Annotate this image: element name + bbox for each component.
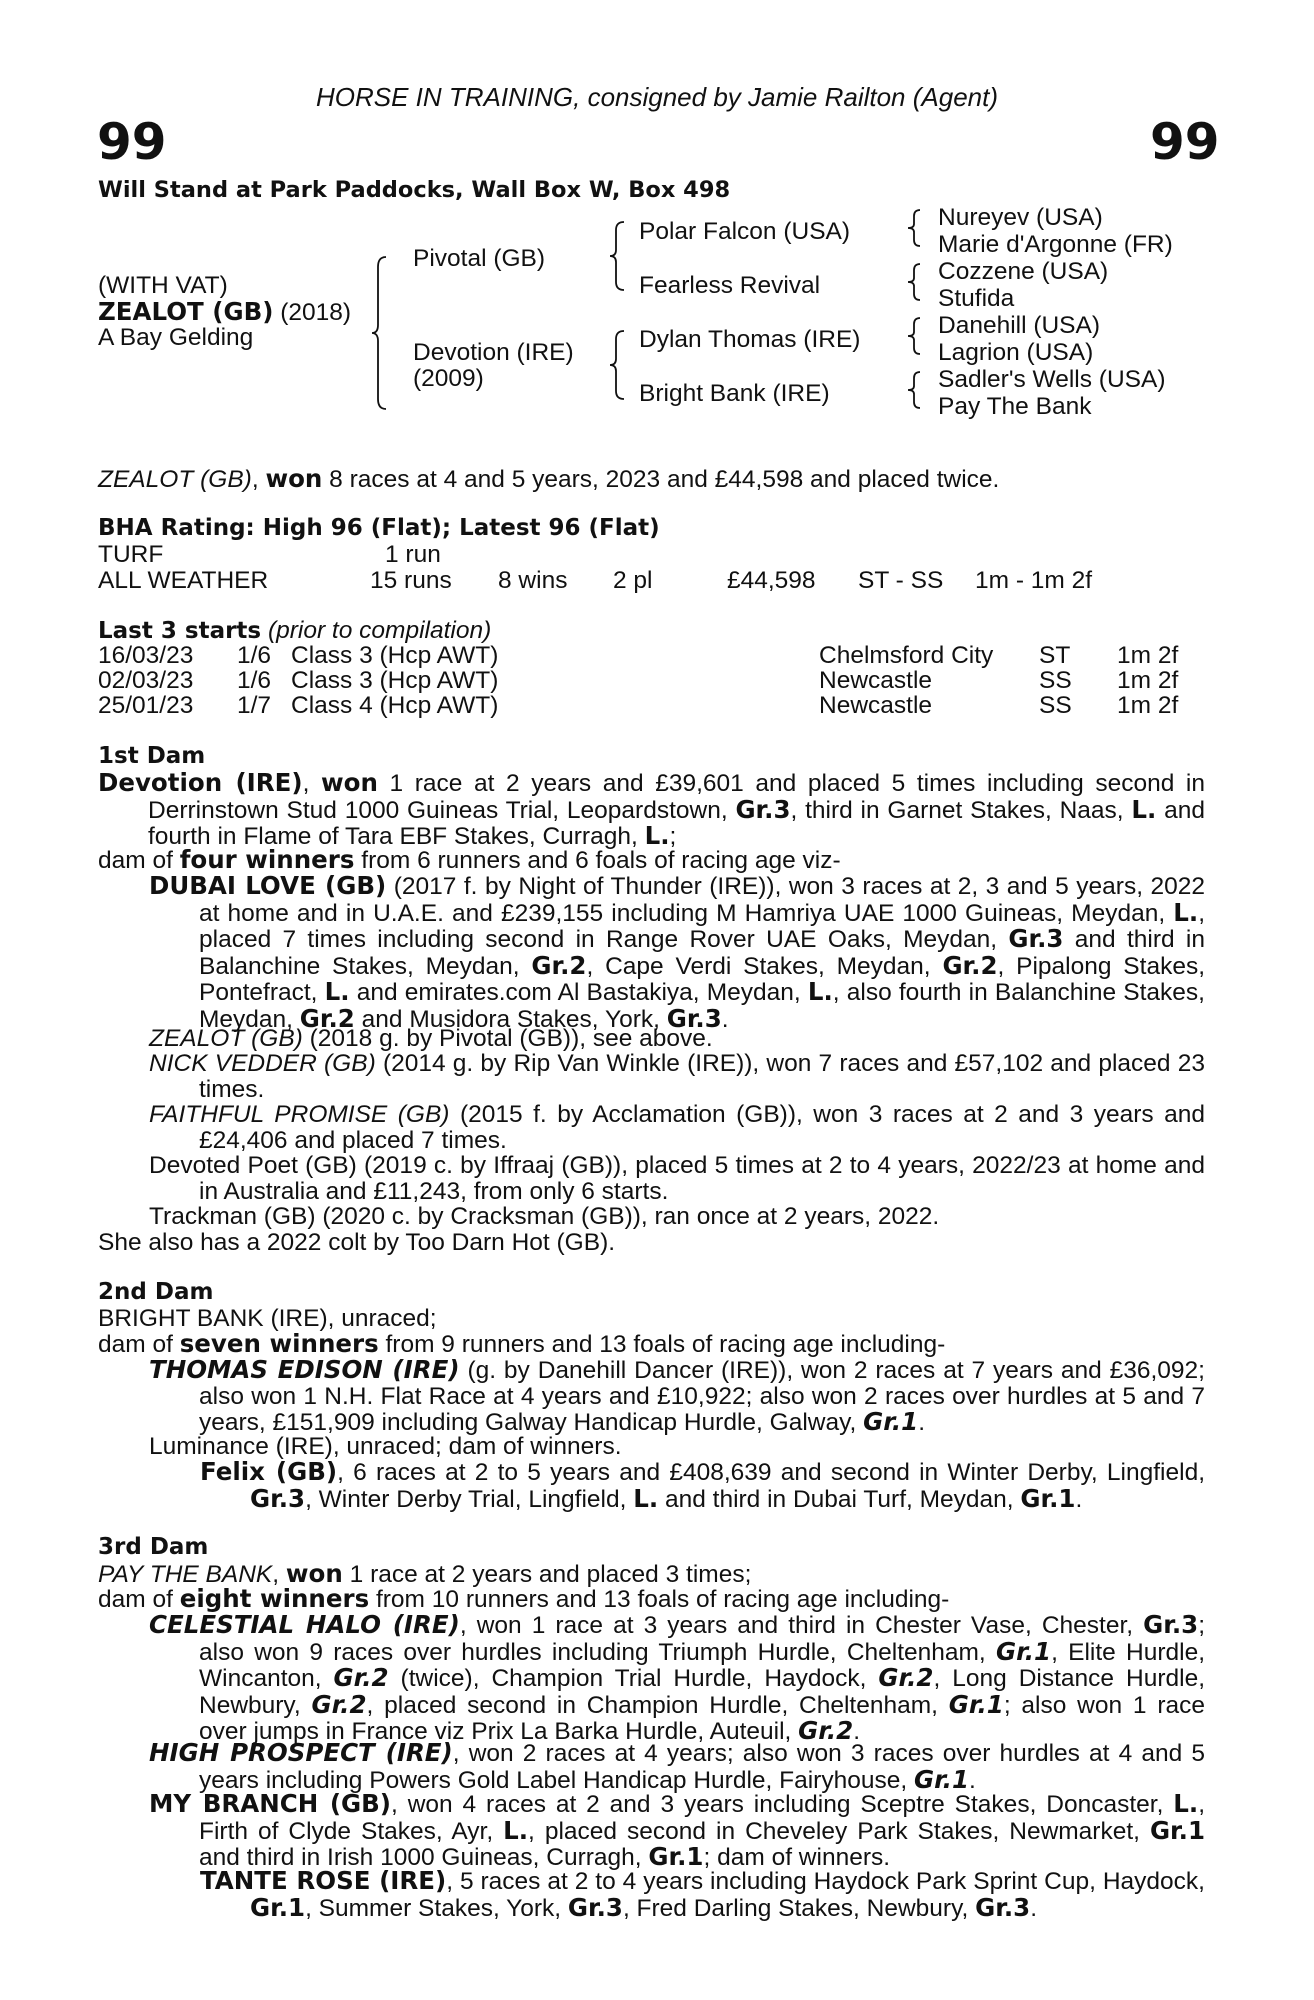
aw-wins: 8 wins [498, 567, 568, 594]
text: (2014 g. by Rip Van Winkle (IRE)), won 7 races and £57,102 and placed 23 times. [199, 1050, 1206, 1103]
progeny-zealot [149, 1026, 713, 1052]
aw-runs: 15 runs [370, 567, 452, 594]
text: , won 4 races at 2 and 3 years including Sceptre Stakes, Doncaster, [391, 1791, 1174, 1818]
pedigree-sdd: Stufida [938, 285, 1015, 312]
text: . [853, 1718, 861, 1745]
pedigree-brace-4c [908, 316, 924, 356]
progeny-thomas-edison [149, 1357, 1205, 1436]
progeny-luminance: Luminance (IRE), unraced; dam of winners. [149, 1433, 622, 1460]
grade: Gr.1 [996, 1636, 1052, 1666]
progeny-name: CELESTIAL HALO (IRE) [149, 1610, 460, 1639]
text: , also fourth in Balanchine Stakes, Meydan, [199, 979, 1205, 1033]
text: , Elite Hurdle, Wincanton, [199, 1638, 1205, 1692]
text: and Musidora Stakes, York, [354, 1005, 667, 1033]
grade: Gr.3 [1143, 1610, 1199, 1639]
grade: Gr.2 [531, 950, 587, 980]
last-starts-heading: Last 3 starts [98, 618, 262, 644]
text: . [918, 1409, 926, 1436]
text: ; also won 9 races over hurdles including Triumph Hurdle, Cheltenham, [199, 1612, 1205, 1666]
winners-count: four winners [179, 845, 355, 874]
start-position: 1/6 [237, 667, 272, 694]
text: ; [669, 823, 677, 850]
text: . [721, 1005, 729, 1033]
text: dam of [98, 1586, 180, 1613]
pedigree-sire-sire: Polar Falcon (USA) [639, 218, 851, 245]
text: dam of [98, 1331, 180, 1358]
pedigree-brace-4a [908, 208, 924, 248]
text: (g. by Danehill Dancer (IRE)), won 2 races at 7 years and £36,092; also won 1 N.H. Flat Race at 4 years and £10,922; also won 2 races over hurdles at 5 and 7 years, £151,909 including Galway Handicap Hurdle, Galway, [199, 1357, 1205, 1436]
pedigree-dam-year: (2009) [413, 365, 484, 392]
text: and third in Irish 1000 Guineas, Curragh, [199, 1844, 649, 1871]
progeny-celestial-halo [149, 1612, 1205, 1745]
aw-distance: 1m - 1m 2f [975, 567, 1093, 594]
grade: Gr.1 [1149, 1815, 1205, 1845]
start-class: Class 4 (Hcp AWT) [291, 692, 499, 719]
text: , placed second in Cheveley Park Stakes, Newmarket, [528, 1817, 1150, 1845]
grade: Gr.2 [311, 1689, 367, 1719]
progeny-name: ZEALOT (GB) [149, 1025, 303, 1052]
aw-surface: ST - SS [858, 567, 944, 594]
progeny-high-prospect [149, 1740, 1205, 1793]
first-dam-heading: 1st Dam [98, 743, 206, 769]
text: (2015 f. by Acclamation (GB)), won 3 races at 2 and 3 years and £24,406 and placed 7 times. [199, 1101, 1205, 1154]
progeny-name: TANTE ROSE (IRE) [200, 1866, 447, 1895]
text: (twice), Champion Trial Hurdle, Haydock, [388, 1665, 879, 1692]
pedigree-sss: Nureyev (USA) [938, 204, 1103, 231]
progeny-name: DUBAI LOVE (GB) [149, 871, 387, 900]
last-starts-note: (prior to compilation) [267, 617, 492, 644]
grade: Gr.3 [975, 1892, 1031, 1922]
progeny-felix [200, 1459, 1205, 1512]
progeny-name: FAITHFUL PROMISE (GB) [149, 1101, 450, 1128]
grade: Gr.1 [948, 1689, 1004, 1719]
sep: , [272, 1561, 286, 1588]
horse-name: ZEALOT (GB) [98, 297, 274, 326]
progeny-trackman: Trackman (GB) (2020 c. by Cracksman (GB)), ran once at 2 years, 2022. [149, 1203, 940, 1230]
listed: L. [644, 821, 670, 850]
grade: Gr.1 [913, 1764, 970, 1794]
pedigree-brace-4d [908, 370, 924, 410]
grade: Gr.1 [250, 1892, 306, 1922]
start-surface: ST [1039, 642, 1071, 669]
pedigree-ddd: Pay The Bank [938, 393, 1092, 420]
last-starts-title [98, 618, 491, 645]
text: , Fred Darling Stakes, Newbury, [622, 1894, 976, 1922]
pedigree-dam-sire: Dylan Thomas (IRE) [639, 326, 861, 353]
lot-number-right: 99 [1150, 113, 1220, 171]
text: 1 race at 2 years and placed 3 times; [342, 1561, 752, 1588]
pedigree-brace-dam [610, 329, 628, 401]
listed: L. [807, 977, 833, 1006]
text: from 10 runners and 13 foals of racing age including- [369, 1586, 950, 1613]
progeny-devoted-poet [149, 1153, 1205, 1204]
dam-name: Devotion (IRE) [98, 768, 303, 797]
horse-title [98, 299, 351, 326]
pedigree-sire: Pivotal (GB) [413, 245, 546, 272]
text: and third in Dubai Turf, Meydan, [658, 1485, 1021, 1513]
grade: Gr.2 [942, 950, 998, 980]
sep: , [302, 770, 321, 797]
start-date: 16/03/23 [98, 642, 194, 669]
grade: Gr.3 [250, 1483, 306, 1513]
pedigree-dam: Devotion (IRE) [413, 339, 574, 366]
pedigree-brace-sire [610, 220, 628, 292]
pedigree-brace-4b [908, 262, 924, 302]
pedigree-brace-main [372, 255, 392, 411]
progeny-name: Felix (GB) [200, 1457, 338, 1486]
turf-runs: 1 run [385, 541, 441, 568]
start-distance: 1m 2f [1117, 642, 1179, 669]
progeny-faithful-promise [149, 1102, 1205, 1153]
second-dam-produce-summary [98, 1331, 945, 1358]
start-distance: 1m 2f [1117, 692, 1179, 719]
summary-won: won [265, 464, 323, 493]
pedigree-sds: Cozzene (USA) [938, 258, 1109, 285]
text: , Long Distance Hurdle, Newbury, [199, 1665, 1205, 1719]
listed: L. [324, 977, 350, 1006]
text: ; also won 1 race over jumps in France viz Prix La Barka Hurdle, Auteuil, [199, 1691, 1206, 1745]
pedigree-dsd: Lagrion (USA) [938, 339, 1094, 366]
text: , Summer Stakes, York, [305, 1894, 568, 1922]
text: , won 2 races at 4 years; also won 3 races over hurdles at 4 and 5 years including Powers Gold Label Handicap Hurdle, Fairyhouse, [199, 1740, 1205, 1794]
winners-count: eight winners [179, 1584, 370, 1613]
text: and third in Balanchine Stakes, Meydan, [199, 926, 1205, 980]
summary-name: ZEALOT (GB) [98, 466, 252, 493]
text: , placed second in Champion Hurdle, Cheltenham, [366, 1691, 949, 1719]
grade: Gr.2 [299, 1003, 355, 1033]
progeny-dubai-love [149, 873, 1205, 1032]
horse-description: A Bay Gelding [98, 324, 254, 351]
race-summary [98, 466, 999, 493]
text: (2017 f. by Night of Thunder (IRE)), won 3 races at 2, 3 and 5 years, 2022 at home and in U.A.E. and £239,155 including M Hamriya UAE 1000 Guineas, Meydan, [199, 873, 1206, 927]
aw-label: ALL WEATHER [98, 567, 269, 594]
summary-sep: , [251, 466, 266, 493]
text: , placed 7 times including second in Range Rover UAE Oaks, Meydan, [199, 899, 1205, 953]
lot-number-left: 99 [97, 113, 167, 171]
start-course: Newcastle [819, 692, 933, 719]
progeny-nick-vedder [149, 1051, 1205, 1102]
consignment-line: HORSE IN TRAINING, consigned by Jamie Railton (Agent) [315, 82, 999, 112]
text: dam of [98, 847, 180, 874]
summary-rest: 8 races at 4 and 5 years, 2023 and £44,598 and placed twice. [322, 466, 1000, 493]
text: , Firth of Clyde Stakes, Ayr, [199, 1791, 1205, 1845]
text: ; dam of winners. [703, 1844, 891, 1871]
aw-prize: £44,598 [727, 567, 816, 594]
text: . [969, 1766, 976, 1794]
text: , 5 races at 2 to 4 years including Haydock Park Sprint Cup, Haydock, [446, 1868, 1205, 1895]
second-dam-heading: 2nd Dam [98, 1279, 214, 1305]
progeny-name: MY BRANCH (GB) [149, 1789, 392, 1818]
horse-year: (2018) [280, 299, 352, 326]
start-course: Newcastle [819, 667, 933, 694]
text: , third in Garnet Stakes, Naas, [790, 796, 1132, 824]
start-date: 25/01/23 [98, 692, 194, 719]
progeny-name: THOMAS EDISON (IRE) [149, 1355, 460, 1384]
progeny-my-branch [149, 1791, 1205, 1871]
text: , Pipalong Stakes, Pontefract, [199, 952, 1206, 1006]
text: . [1075, 1485, 1083, 1513]
pedigree-sire-dam: Fearless Revival [639, 272, 821, 299]
text: Devoted Poet (GB) (2019 c. by Iffraaj (GB)), placed 5 times at 2 to 4 years, 2022/23 at home and in Australia and £11,243, from only 6 starts. [149, 1152, 1205, 1205]
start-surface: SS [1039, 667, 1072, 694]
grade: Gr.2 [878, 1663, 934, 1692]
start-surface: SS [1039, 692, 1072, 719]
text: . [1030, 1894, 1038, 1922]
third-dam-heading: 3rd Dam [98, 1534, 209, 1560]
start-class: Class 3 (Hcp AWT) [291, 667, 499, 694]
dam-name: PAY THE BANK [98, 1561, 273, 1588]
listed: L. [633, 1483, 659, 1513]
grade: Gr.3 [666, 1003, 722, 1033]
grade: Gr.3 [567, 1892, 623, 1922]
turf-label: TURF [98, 541, 164, 568]
listed: L. [1173, 897, 1199, 927]
text: , 6 races at 2 to 5 years and £408,639 and second in Winter Derby, Lingfield, [337, 1459, 1206, 1486]
grade: Gr.1 [648, 1842, 704, 1871]
text: from 9 runners and 13 foals of racing age including- [378, 1331, 946, 1358]
vat-note: (WITH VAT) [98, 272, 228, 299]
text: (2018 g. by Pivotal (GB)), see above. [302, 1025, 713, 1052]
won: won [285, 1559, 343, 1588]
grade: Gr.2 [798, 1716, 854, 1745]
listed: L. [1131, 794, 1157, 824]
stand-location: Will Stand at Park Paddocks, Wall Box W, Box 498 [98, 177, 731, 203]
first-dam-produce-summary [98, 847, 841, 874]
pedigree-dam-dam: Bright Bank (IRE) [639, 380, 830, 407]
start-date: 02/03/23 [98, 667, 194, 694]
grade: Gr.1 [1020, 1483, 1076, 1513]
aw-placed: 2 pl [613, 567, 653, 594]
progeny-name: NICK VEDDER (GB) [149, 1050, 376, 1077]
won: won [320, 768, 378, 797]
bha-rating-title: BHA Rating: High 96 (Flat); Latest 96 (Flat) [98, 515, 660, 541]
grade: Gr.1 [863, 1407, 919, 1436]
text: , Cape Verdi Stakes, Meydan, [586, 952, 943, 980]
text: and fourth in Flame of Tara EBF Stakes, Curragh, [148, 796, 1205, 850]
start-class: Class 3 (Hcp AWT) [291, 642, 499, 669]
grade: Gr.3 [735, 794, 791, 824]
text: 1 race at 2 years and £39,601 and placed 5 times including second in Derrinstown Stud 1000 Guineas Trial, Leopardstown, [148, 770, 1205, 824]
progeny-name: HIGH PROSPECT (IRE) [149, 1738, 453, 1767]
text: from 6 runners and 6 foals of racing age viz- [354, 847, 841, 874]
third-dam-produce-summary [98, 1586, 949, 1613]
grade: Gr.2 [333, 1663, 389, 1692]
start-position: 1/6 [237, 642, 272, 669]
start-position: 1/7 [237, 692, 272, 719]
pedigree-dds: Sadler's Wells (USA) [938, 366, 1166, 393]
first-dam-record [98, 770, 1205, 850]
second-dam-record: BRIGHT BANK (IRE), unraced; [98, 1305, 437, 1332]
grade: Gr.3 [1008, 924, 1064, 953]
listed: L. [503, 1815, 529, 1845]
winners-count: seven winners [179, 1329, 379, 1358]
text: , Winter Derby Trial, Lingfield, [305, 1485, 634, 1513]
pedigree-ssd: Marie d'Argonne (FR) [938, 231, 1173, 258]
pedigree-dss: Danehill (USA) [938, 312, 1101, 339]
text: , won 1 race at 3 years and third in Chester Vase, Chester, [459, 1612, 1144, 1639]
start-course: Chelmsford City [819, 642, 994, 669]
progeny-tante-rose [200, 1868, 1205, 1921]
start-distance: 1m 2f [1117, 667, 1179, 694]
listed: L. [1173, 1789, 1199, 1818]
text: and emirates.com Al Bastakiya, Meydan, [349, 979, 808, 1006]
first-dam-foal-note: She also has a 2022 colt by Too Darn Hot (GB). [98, 1229, 616, 1256]
